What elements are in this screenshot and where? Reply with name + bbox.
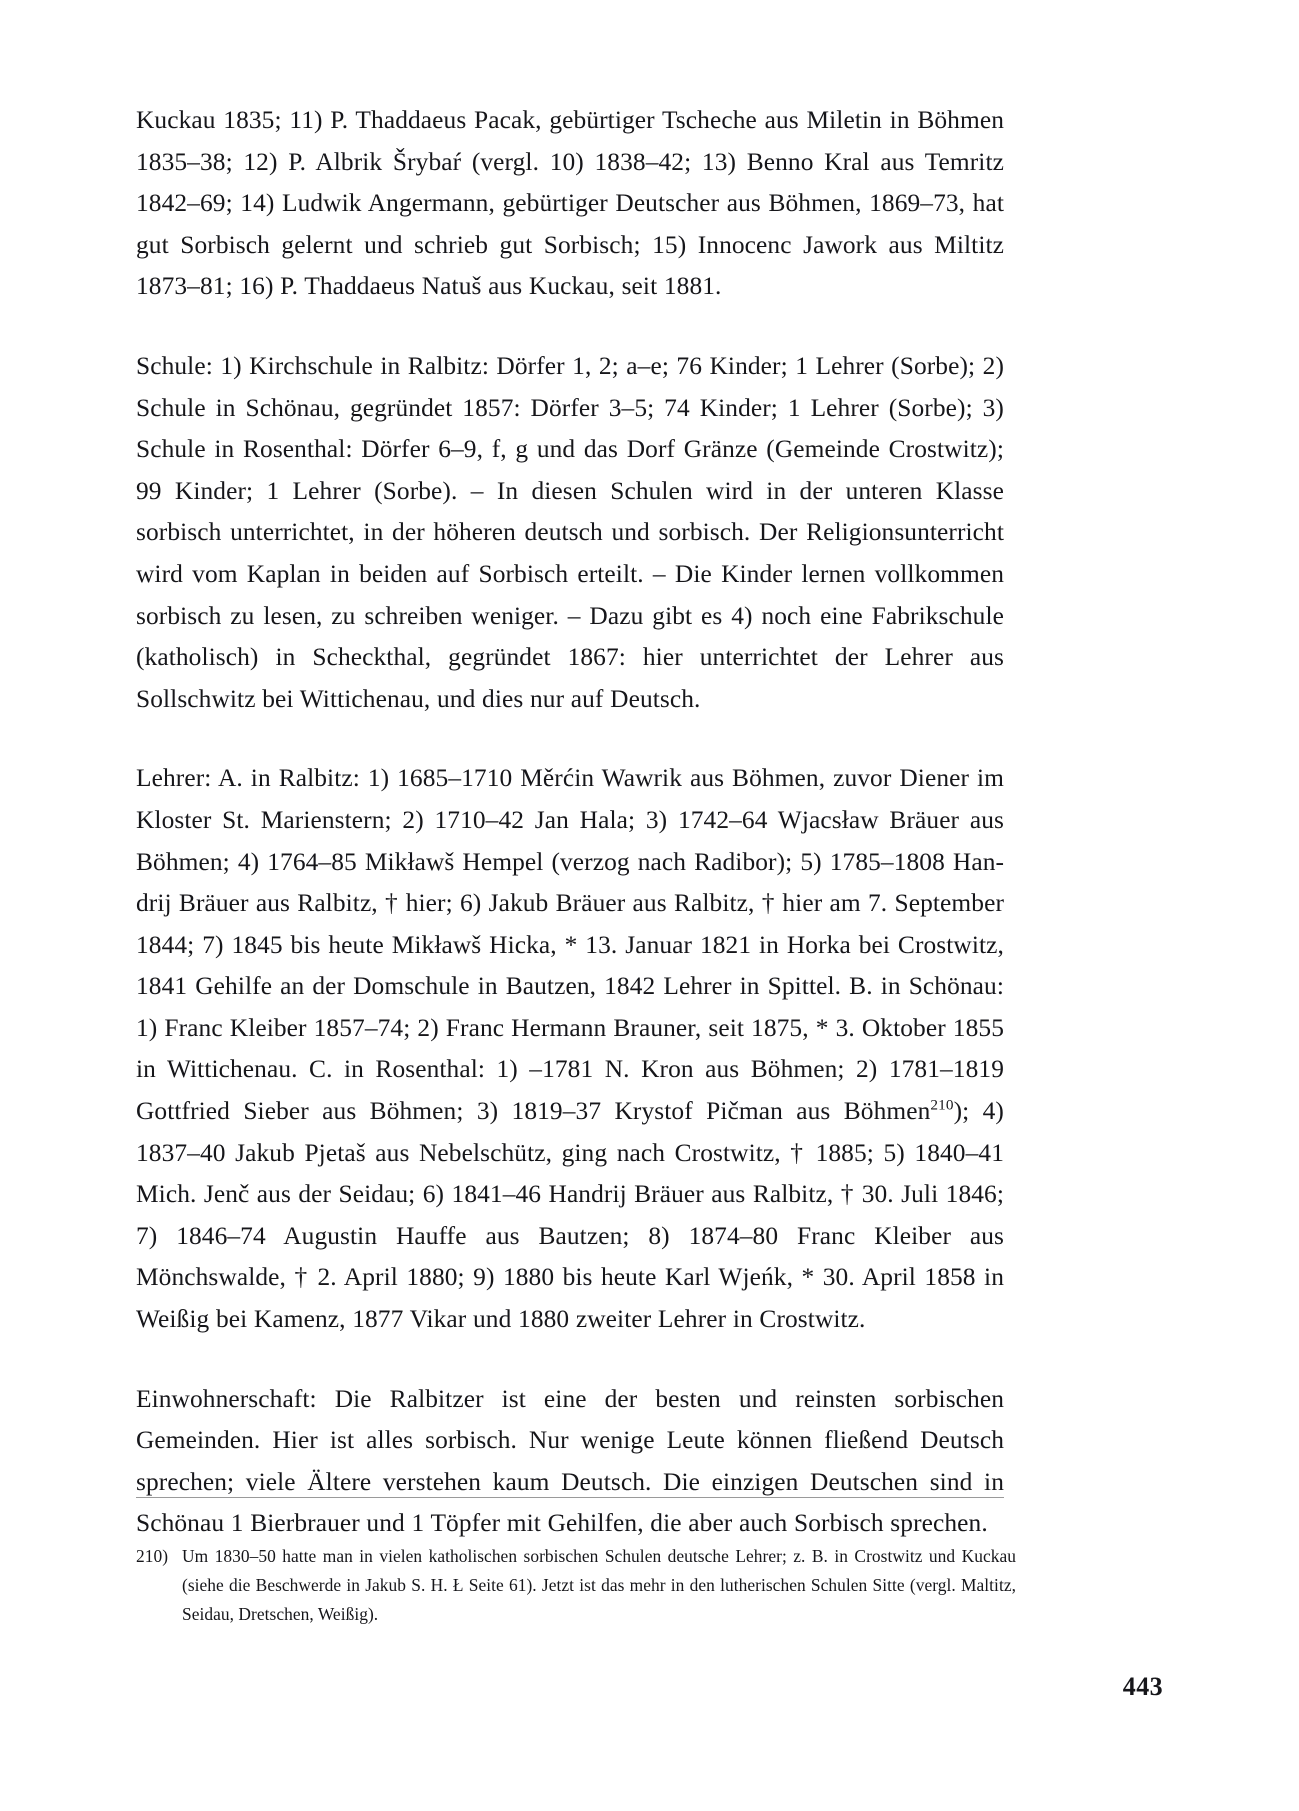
footnote-210 (136, 1542, 1016, 1629)
paragraph-einwohnerschaft: Einwohnerschaft: Die Ralbitzer ist eine der besten und reinsten sorbischen Gemeinden. Hier ist alles sorbisch. Nur wenige Leute können fließend Deutsch sprechen; viele Ältere verstehen kaum Deutsch. Die einzigen Deutschen sind in Schönau 1 Bierbrauer und 1 Töpfer mit Gehilfen, die aber auch Sorbisch sprechen. (136, 1384, 1004, 1538)
footnote-210-number: 210) (136, 1546, 169, 1566)
paragraph-lehrer-text-before-footnote: Lehrer: A. in Ralbitz: 1) 1685–1710 Měrćin Wawrik aus Böhmen, zuvor Diener im Kloster St. Marienstern; 2) 1710–42 Jan Hala; 3) 1742–64 Wjacsław Bräuer aus Böhmen; 4) 1764–85 Mikławš Hempel (verzog nach Radibor); 5) 1785–1808 Handrij Bräuer aus Ralbitz, † hier; 6) Jakub Bräuer aus Ralbitz, † hier am 7. September 1844; 7) 1845 bis heute Mikławš Hicka, * 13. Januar 1821 in Horka bei Crostwitz, 1841 Gehilfe an der Domschule in Bautzen, 1842 Lehrer in Spittel. B. in Schönau: 1) Franc Kleiber 1857–74; 2) Franc Hermann Brauner, seit 1875, * 3. Oktober 1855 in Wittichenau. C. in Rosenthal: 1) –1781 N. Kron aus Böhmen; 2) 1781–1819 Gottfried Sieber aus Böhmen; 3) 1819–37 Krystof Pičman aus Böhmen (136, 764, 1004, 1126)
paragraph-priests: Kuckau 1835; 11) P. Thaddaeus Pacak, gebürtiger Tscheche aus Miletin in Böhmen 1835–38; 12) P. Albrik Šrybaŕ (vergl. 10) 1838–42; 13) Benno Kral aus Temritz 1842–69; 14) Ludwik Angermann, gebürtiger Deutscher aus Böhmen, 1869–73, hat gut Sorbisch gelernt und schrieb gut Sorbisch; 15) Innocenc Jawork aus Miltitz 1873–81; 16) P. Thaddaeus Natuš aus Kuckau, seit 1881. (136, 106, 1004, 301)
page-text-column (136, 100, 1004, 1545)
footnote-area (136, 1542, 1016, 1629)
paragraph-schule: Schule: 1) Kirchschule in Ralbitz: Dörfer 1, 2; a–e; 76 Kinder; 1 Lehrer (Sorbe); 2) Schule in Schönau, gegründet 1857: Dörfer 3–5; 74 Kinder; 1 Lehrer (Sorbe); 3) Schule in Rosenthal: Dörfer 6–9, f, g und das Dorf Gränze (Gemeinde Crostwitz); 99 Kinder; 1 Lehrer (Sorbe). – In diesen Schulen wird in der unteren Klasse sorbisch unterrichtet, in der höheren deutsch und sorbisch. Der Religionsunterricht wird vom Kaplan in beiden auf Sorbisch erteilt. – Die Kinder lernen vollkommen sorbisch zu lesen, zu schreiben weniger. – Dazu gibt es 4) noch eine Fabrikschule (katholisch) in Scheckthal, gegründet 1867: hier unterrichtet der Lehrer aus Sollschwitz bei Wittichenau, und dies nur auf Deutsch. (136, 351, 1004, 713)
page-number: 443 (1122, 1672, 1163, 1701)
footnote-210-text: Um 1830–50 hatte man in vielen katholischen sorbischen Schulen deutsche Lehrer; z. B. in Crostwitz und Kuckau (siehe die Beschwerde in Jakub S. H. Ł Seite 61). Jetzt ist das mehr in den lutherischen Schulen Sitte (vergl. Maltitz, Seidau, Dretschen, Weißig). (182, 1546, 1016, 1624)
paragraph-lehrer (136, 758, 1004, 1340)
paragraph-lehrer-text-after-footnote: ); 4) 1837–40 Jakub Pjetaš aus Nebelschütz, ging nach Crostwitz, † 1885; 5) 1840–41 Mich. Jenč aus der Seidau; 6) 1841–46 Handrij Bräuer aus Ralbitz, † 30. Juli 1846; 7) 1846–74 Augustin Hauffe aus Bautzen; 8) 1874–80 Franc Kleiber aus Mönchswalde, † 2. April 1880; 9) 1880 bis heute Karl Wjeńk, * 30. April 1858 in Weißig bei Kamenz, 1877 Vikar und 1880 zweiter Lehrer in Crostwitz. (136, 1097, 1004, 1334)
footnote-reference-210[interactable]: 210 (930, 1096, 954, 1114)
footnote-separator-rule (136, 1497, 1004, 1498)
